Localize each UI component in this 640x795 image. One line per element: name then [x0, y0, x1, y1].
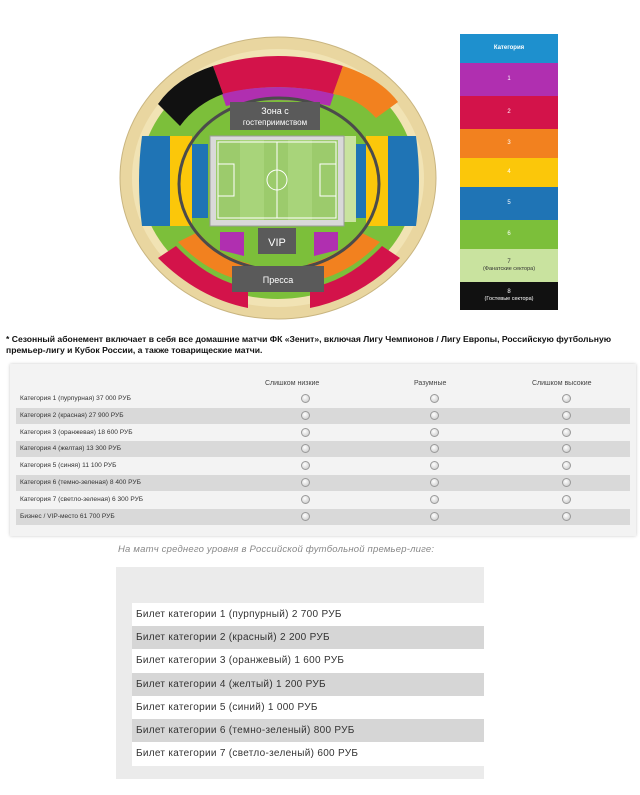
radio-too-high[interactable]	[562, 411, 571, 420]
column-header-too-high: Слишком высокие	[532, 380, 592, 387]
radio-too-high[interactable]	[562, 512, 571, 521]
radio-too-low[interactable]	[301, 478, 310, 487]
legend-item-category-8	[460, 282, 558, 310]
radio-reasonable[interactable]	[430, 478, 439, 487]
survey-row-label: Категория 1 (пурпурная) 37 000 РУБ	[20, 395, 131, 402]
survey-row	[16, 458, 630, 474]
legend-item-category-7	[460, 249, 558, 282]
ticket-price-list	[116, 567, 484, 779]
legend-item-category-2	[460, 96, 558, 129]
stadium-seating-map	[118, 36, 440, 326]
survey-row-label: Категория 7 (светло-зеленая) 6 300 РУБ	[20, 495, 144, 503]
legend-item-category-1	[460, 63, 558, 96]
radio-too-low[interactable]	[301, 495, 310, 504]
column-header-reasonable: Разумные	[414, 380, 447, 387]
legend-item-label: 8	[507, 289, 511, 295]
radio-too-high[interactable]	[562, 461, 571, 470]
ticket-row	[132, 626, 484, 650]
ticket-row-label: Билет категории 2 (красный) 2 200 РУБ	[136, 632, 330, 644]
survey-row	[16, 475, 630, 491]
radio-reasonable[interactable]	[430, 394, 439, 403]
legend-item-label: 5	[507, 200, 511, 206]
vip-label: VIP	[268, 237, 286, 249]
ticket-row	[132, 673, 484, 697]
ticket-row-label: Билет категории 3 (оранжевый) 1 600 РУБ	[136, 655, 345, 667]
survey-row	[16, 408, 630, 424]
radio-too-low[interactable]	[301, 512, 310, 521]
survey-row	[16, 441, 630, 457]
radio-too-high[interactable]	[562, 428, 571, 437]
legend-item-category-6	[460, 220, 558, 249]
match-caption: На матч среднего уровня в Российской футбольной премьер-лиге:	[118, 544, 435, 555]
radio-reasonable[interactable]	[430, 411, 439, 420]
radio-too-low[interactable]	[301, 444, 310, 453]
radio-too-high[interactable]	[562, 478, 571, 487]
legend-item-sublabel: (Фанатские сектора)	[482, 265, 536, 272]
legend-header: Категория	[460, 34, 558, 63]
survey-row	[16, 425, 630, 441]
survey-row-label: Категория 4 (желтая) 13 300 РУБ	[20, 445, 122, 453]
season-ticket-note: * Сезонный абонемент включает в себя все домашние матчи ФК «Зенит», включая Лигу Чемпионов / Лигу Европы, Российскую футбольную премьер-лигу и Кубок России, а также товарищеские матчи.	[6, 334, 612, 355]
legend-item-label: 7	[507, 258, 511, 265]
radio-too-high[interactable]	[562, 495, 571, 504]
radio-too-low[interactable]	[301, 461, 310, 470]
survey-row	[16, 492, 630, 508]
radio-reasonable[interactable]	[430, 428, 439, 437]
ticket-row	[132, 649, 484, 673]
survey-row-label: Категория 2 (красная) 27 900 РУБ	[20, 411, 124, 419]
radio-too-low[interactable]	[301, 428, 310, 437]
ticket-row	[132, 696, 484, 720]
ticket-row-label: Билет категории 4 (желтый) 1 200 РУБ	[136, 678, 326, 690]
legend-item-label: 2	[507, 109, 511, 115]
legend-item-category-5	[460, 187, 558, 220]
press-label: Пресса	[262, 275, 294, 285]
ticket-row	[132, 742, 484, 766]
sector-left-blue	[139, 136, 170, 226]
radio-reasonable[interactable]	[430, 461, 439, 470]
survey-row-label: Бизнес / VIP-место 61 700 РУБ	[20, 512, 115, 520]
ticket-row-label: Билет категории 7 (светло-зеленый) 600 РУБ	[136, 748, 359, 760]
legend-item-category-3	[460, 129, 558, 158]
radio-too-high[interactable]	[562, 444, 571, 453]
price-survey-grid	[10, 364, 636, 536]
survey-row-label: Категория 5 (синяя) 11 100 РУБ	[20, 462, 117, 470]
hospitality-line2: гостеприимством	[242, 118, 308, 127]
hospitality-line1: Зона с	[261, 106, 289, 116]
legend-item-label: 1	[507, 76, 511, 82]
ticket-row-label: Билет категории 6 (темно-зеленый) 800 РУБ	[136, 725, 355, 736]
radio-reasonable[interactable]	[430, 512, 439, 521]
ticket-row-label: Билет категории 1 (пурпурный) 2 700 РУБ	[136, 609, 342, 620]
legend-item-label: 6	[507, 231, 511, 237]
survey-row-label: Категория 3 (оранжевая) 18 600 РУБ	[20, 428, 133, 436]
survey-row	[16, 509, 630, 525]
column-header-too-low: Слишком низкие	[265, 380, 320, 387]
legend-item-category-4	[460, 158, 558, 187]
legend-item-sublabel: (Гостевые сектора)	[484, 296, 534, 302]
radio-too-high[interactable]	[562, 394, 571, 403]
radio-reasonable[interactable]	[430, 495, 439, 504]
ticket-row-label: Билет категории 5 (синий) 1 000 РУБ	[136, 701, 318, 713]
ticket-row	[132, 719, 484, 743]
survey-row	[16, 391, 630, 407]
radio-reasonable[interactable]	[430, 444, 439, 453]
legend-item-label: 3	[507, 140, 511, 146]
football-pitch	[216, 140, 338, 220]
ticket-row	[132, 603, 484, 627]
legend-item-label: 4	[507, 169, 511, 175]
sector-left-inner-blue	[192, 144, 208, 218]
radio-too-low[interactable]	[301, 411, 310, 420]
radio-too-low[interactable]	[301, 394, 310, 403]
survey-row-label: Категория 6 (темно-зеленая) 8 400 РУБ	[20, 479, 141, 486]
category-legend	[460, 34, 558, 310]
sector-right-blue	[388, 136, 419, 226]
